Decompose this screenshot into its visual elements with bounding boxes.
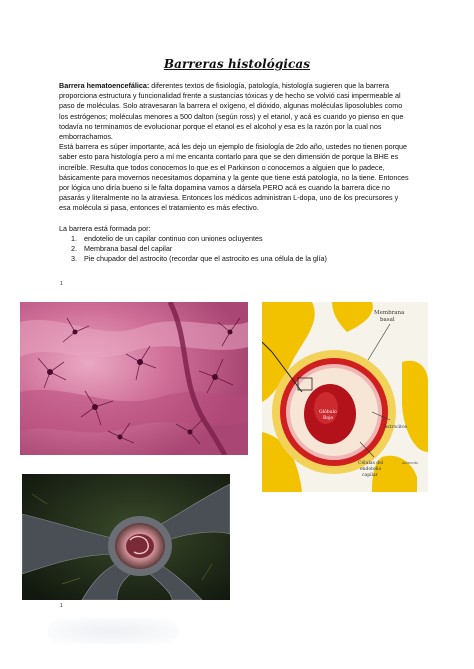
bbb-diagram — [262, 302, 428, 492]
label-basal: basal — [380, 317, 395, 323]
document-body — [59, 81, 411, 264]
capillary-render — [22, 474, 230, 600]
label-globulo: Glóbulo — [319, 410, 337, 415]
list-intro: La barrera está formada por: — [59, 223, 151, 233]
list-item: 3. Pie chupador del astrocito (recordar que el astrocito es una célula de la glía) — [71, 254, 327, 264]
label-astrocito-small: Astrocito — [402, 461, 419, 465]
page-title: Barreras histológicas — [163, 57, 311, 71]
label-astrocitos: Astrocitos — [384, 425, 408, 430]
intro-paragraph — [59, 81, 411, 142]
label-endotelio: endotelio — [360, 467, 382, 472]
intro-text: diferentes textos de fisiología, patología, histología sugieren que la barrera proporciona estructura y funcionalidad frente a sustancias tóxicas y de hecho se volvió casi impermeable al paso de moléculas. Solo atravesaran la barrera el oxígeno, el dióxido, algunas moléculas liposolubles como los estrógenos; moléculas menores a 500 dalton (según ross) y el etanol, y acá es cuando yo pienso en que todavía no terminamos de evolucionar porque el etanol es el alcohol y esa es la razón por la cual nos emborrachamos. — [59, 81, 404, 142]
label-celulas: Células del — [358, 461, 384, 466]
label-capilar: capilar — [362, 473, 378, 478]
watermark-smudge — [48, 618, 178, 644]
footnote-marker: 1 — [60, 281, 63, 287]
component-list — [59, 234, 411, 265]
label-membrana: Membrana — [374, 310, 405, 316]
list-item: 2. Membrana basal del capilar — [71, 244, 173, 254]
histology-micrograph — [20, 302, 248, 455]
parkinson-paragraph: Está barrera es súper importante, acá les dejo un ejemplo de fisiología de 2do año, ustedes no tienen porque saber esto para histología pero a mí me encanta contarlo para que se den dimensión de porque la BHE es increíble. Resulta que todos conocemos lo que es el Parkinson o conocemos a alguien que lo padece, básicamente para movernos necesitamos dopamina y la gente que tiene está patología, no la tiene. Entonces por lógica uno diría bueno si le falta dopamina vamos a dársela PERO acá es cuando la barrera dice no pasarás y literalmente no la atraviesa. Entonces los médicos administran L-dopa, uno de los precursores y esa molécula si pasa, entonces el tratamiento es más efectivo. — [59, 142, 409, 213]
list-item: 1. endotelio de un capilar continuo con uniones ocluyentes — [71, 233, 263, 243]
intro-term: Barrera hematoencefálica: — [59, 81, 150, 90]
label-rojo: Rojo — [323, 416, 334, 421]
footnote-marker: 1 — [60, 603, 63, 609]
